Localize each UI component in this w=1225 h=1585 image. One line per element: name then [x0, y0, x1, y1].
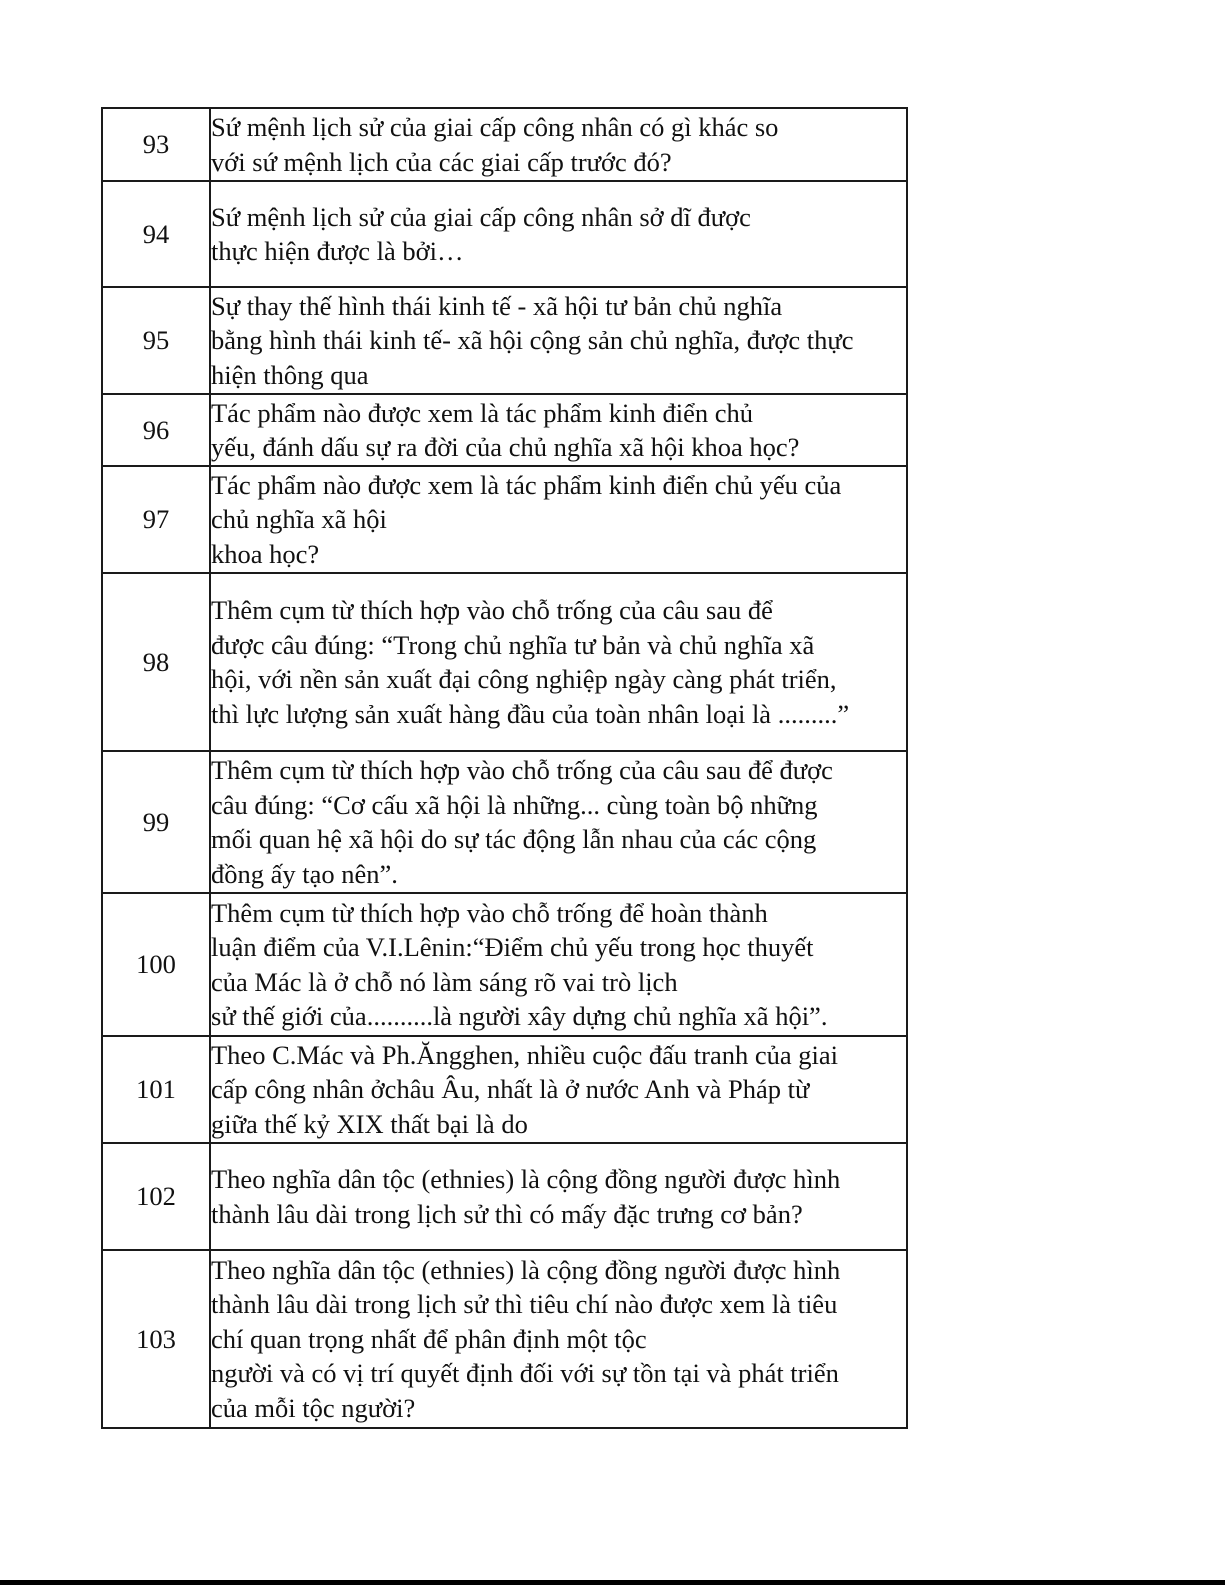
question-text: [210, 181, 907, 287]
table-row: [102, 1250, 907, 1428]
page-bottom-divider: [0, 1580, 1225, 1585]
question-number: 99: [102, 751, 210, 893]
question-text-line: hội, với nền sản xuất đại công nghiệp ngày càng phát triển,: [211, 664, 837, 694]
question-number: 93: [102, 108, 210, 181]
question-text-line: chí quan trọng nhất để phân định một tộc: [211, 1323, 647, 1354]
question-number: 102: [102, 1143, 210, 1250]
question-text-line: Tác phẩm nào được xem là tác phẩm kinh điển chủ yếu của: [211, 469, 842, 500]
question-text-line: thành lâu dài trong lịch sử thì có mấy đặc trưng cơ bản?: [211, 1198, 803, 1229]
question-text: [210, 287, 907, 394]
question-text-line: Thêm cụm từ thích hợp vào chỗ trống của câu sau để: [211, 595, 773, 625]
question-text-line: bằng hình thái kinh tế- xã hội cộng sản chủ nghĩa, được thực: [211, 325, 854, 356]
question-number: 100: [102, 893, 210, 1036]
question-text-line: của Mác là ở chỗ nó làm sáng rõ vai trò lịch: [211, 966, 678, 997]
question-text: [210, 1036, 907, 1143]
question-text-line: được câu đúng: “Trong chủ nghĩa tư bản và chủ nghĩa xã: [211, 629, 815, 660]
question-text-line: yếu, đánh dấu sự ra đời của chủ nghĩa xã hội khoa học?: [211, 432, 800, 462]
question-number: 95: [102, 287, 210, 394]
question-text-line: Sứ mệnh lịch sử của giai cấp công nhân sở dĩ được: [211, 201, 751, 232]
question-text-line: Sự thay thế hình thái kinh tế - xã hội tư bản chủ nghĩa: [211, 290, 783, 321]
question-text: [210, 751, 907, 893]
question-text-line: giữa thế kỷ XIX thất bại là do: [211, 1108, 528, 1139]
question-text-line: chủ nghĩa xã hội: [211, 504, 387, 535]
table-row: [102, 394, 907, 466]
question-text-line: Thêm cụm từ thích hợp vào chỗ trống của câu sau để được: [211, 755, 833, 785]
question-text-line: người và có vị trí quyết định đối với sự tồn tại và phát triển: [211, 1358, 839, 1389]
question-text-line: Tác phẩm nào được xem là tác phẩm kinh điển chủ: [211, 397, 753, 428]
question-text: [210, 1250, 907, 1428]
question-text-line: cấp công nhân ởchâu Âu, nhất là ở nước Anh và Pháp từ: [211, 1074, 810, 1105]
question-text-line: Thêm cụm từ thích hợp vào chỗ trống để hoàn thành: [211, 897, 768, 928]
question-text-line: sử thế giới của..........là người xây dựng chủ nghĩa xã hội”.: [211, 1001, 828, 1031]
question-text-line: Theo nghĩa dân tộc (ethnies) là cộng đồng người được hình: [211, 1254, 841, 1285]
table-row: [102, 287, 907, 394]
question-text-line: khoa học?: [211, 538, 320, 569]
questions-table-body: [102, 108, 907, 1428]
question-text-line: thì lực lượng sản xuất hàng đầu của toàn nhân loại là .........”: [211, 698, 850, 729]
table-row: [102, 181, 907, 287]
table-row: [102, 466, 907, 573]
question-number: 94: [102, 181, 210, 287]
question-text-line: với sứ mệnh lịch của các giai cấp trước đó?: [211, 146, 672, 177]
table-row: [102, 893, 907, 1036]
question-number: 98: [102, 573, 210, 751]
question-text-line: mối quan hệ xã hội do sự tác động lẫn nhau của các cộng: [211, 824, 817, 854]
question-text: [210, 893, 907, 1036]
questions-table: [101, 107, 908, 1429]
table-row: [102, 108, 907, 181]
question-text: [210, 1143, 907, 1250]
question-number: 103: [102, 1250, 210, 1428]
question-number: 96: [102, 394, 210, 466]
question-text-line: câu đúng: “Cơ cấu xã hội là những... cùng toàn bộ những: [211, 789, 818, 820]
table-row: [102, 573, 907, 751]
question-text-line: hiện thông qua: [211, 359, 369, 390]
question-text-line: đồng ấy tạo nên”.: [211, 858, 398, 889]
question-number: 101: [102, 1036, 210, 1143]
question-text-line: Sứ mệnh lịch sử của giai cấp công nhân có gì khác so: [211, 112, 779, 142]
question-text-line: thực hiện được là bởi…: [211, 236, 464, 266]
question-text: [210, 573, 907, 751]
question-text-line: Theo C.Mác và Ph.Ăngghen, nhiều cuộc đấu tranh của giai: [211, 1039, 838, 1070]
table-row: [102, 1036, 907, 1143]
question-text-line: Theo nghĩa dân tộc (ethnies) là cộng đồng người được hình: [211, 1164, 841, 1194]
question-text: [210, 108, 907, 181]
question-number: 97: [102, 466, 210, 573]
table-row: [102, 751, 907, 893]
question-text-line: của mỗi tộc người?: [211, 1392, 416, 1423]
question-text-line: luận điểm của V.I.Lênin:“Điểm chủ yếu trong học thuyết: [211, 932, 814, 962]
question-text: [210, 394, 907, 466]
table-row: [102, 1143, 907, 1250]
question-text-line: thành lâu dài trong lịch sử thì tiêu chí nào được xem là tiêu: [211, 1289, 838, 1320]
question-text: [210, 466, 907, 573]
